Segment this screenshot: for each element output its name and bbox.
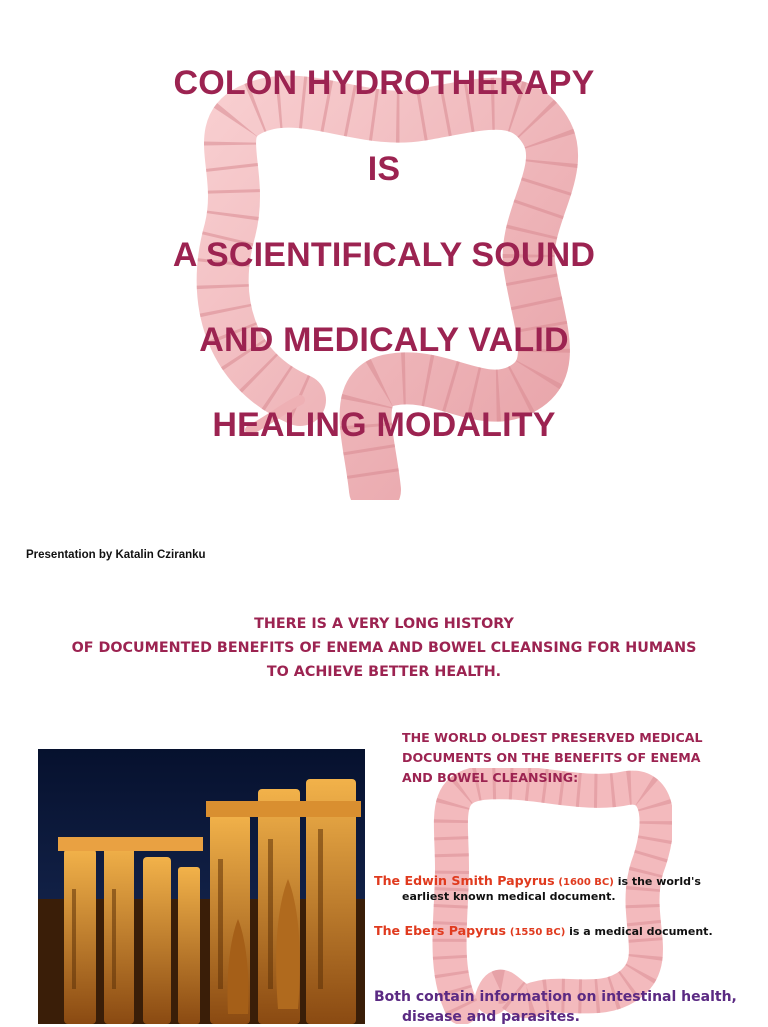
title-line-5: HEALING MODALITY [212, 406, 556, 444]
both-line-1: Both contain information on intestinal health, [374, 989, 737, 1005]
edwin-smith-name: The Edwin Smith Papyrus [374, 873, 555, 888]
edwin-smith-fact [374, 873, 754, 903]
edwin-smith-text: is the world's [617, 875, 701, 888]
intro-line-2: OF DOCUMENTED BENEFITS OF ENEMA AND BOWEL CLEANSING FOR HUMANS [71, 640, 697, 656]
title-line-2: IS [367, 150, 401, 188]
history-slide [0, 580, 768, 1024]
intro-line-1: THERE IS A VERY LONG HISTORY [254, 616, 514, 632]
temple-photo [38, 749, 365, 1024]
ebers-text: is a medical document. [569, 925, 713, 938]
both-line-2: disease and parasites. [402, 1009, 580, 1025]
both-contain-text [374, 987, 764, 1027]
documents-heading [402, 728, 742, 788]
documents-heading-line-1: THE WORLD OLDEST PRESERVED MEDICAL [402, 730, 703, 745]
presenter-credit: Presentation by Katalin Cziranku [26, 549, 206, 561]
intro-text [0, 612, 768, 684]
ebers-date: (1550 BC) [509, 927, 566, 938]
documents-heading-line-2: DOCUMENTS ON THE BENEFITS OF ENEMA [402, 750, 701, 765]
documents-heading-line-3: AND BOWEL CLEANSING: [402, 770, 579, 785]
title-line-3: A SCIENTIFICALY SOUND [172, 236, 596, 274]
edwin-smith-text-2: earliest known medical document. [402, 890, 616, 903]
ebers-name: The Ebers Papyrus [374, 923, 507, 938]
title-line-4: AND MEDICALY VALID [199, 321, 569, 359]
edwin-smith-date: (1600 BC) [558, 877, 614, 888]
title-line-1: COLON HYDROTHERAPY [173, 64, 595, 102]
intro-line-3: TO ACHIEVE BETTER HEALTH. [266, 664, 502, 680]
ebers-fact [374, 923, 754, 938]
